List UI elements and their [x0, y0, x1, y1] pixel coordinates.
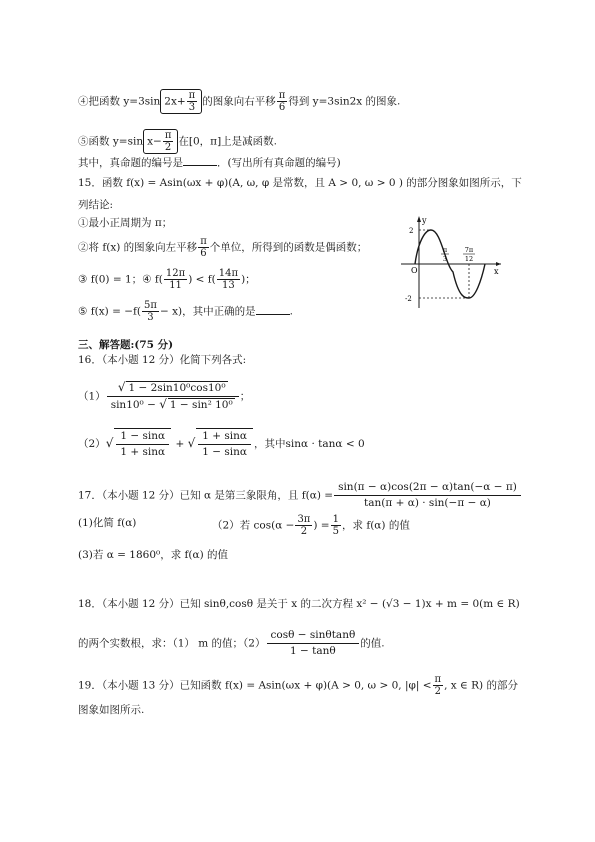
q19-stem-tail: , x ∈ R) 的部分 [444, 679, 518, 692]
frac-den: 1 − sinα [202, 446, 248, 458]
origin-label: O [411, 266, 418, 275]
q15-option-3-4 [78, 268, 256, 291]
radical-sign: √ [159, 397, 167, 411]
statement-4-lead: ④把函数 y=3sin [78, 95, 161, 108]
frac-den: 3 [147, 312, 154, 323]
frac-den [107, 397, 239, 413]
q16-part-2-fraction-b [196, 428, 253, 460]
frac-num: π [434, 674, 442, 685]
q17-fraction [334, 480, 521, 511]
q15-option-2-lead: ②将 f(x) 的图象向左平移 [78, 241, 198, 254]
tick-b-num: 7π [464, 246, 474, 254]
q15-option-5-mid: − x)，其中正确的是 [159, 305, 256, 318]
q16-stem: 16．（本小题 12 分）化简下列各式: [78, 354, 247, 366]
tick-b-den: 12 [464, 255, 474, 263]
statement-4-mid: 的图象向右平移 [202, 95, 276, 108]
radical-sign: √ [105, 436, 114, 450]
frac-num: π [188, 90, 196, 101]
answer-blank[interactable] [183, 155, 217, 166]
q16-part-2-tail: ，其中sinα · tanα < 0 [254, 438, 365, 450]
q18-parts-lead: 的两个实数根，求：（1） m 的值；（2） [78, 637, 266, 650]
frac-num: sin(π − α)cos(2π − α)tan(−α − π) [334, 480, 521, 496]
frac-num: π [200, 236, 207, 247]
statement-5 [78, 129, 277, 154]
q15-stem-cont: 列结论: [78, 199, 114, 211]
sine-graph [395, 212, 507, 312]
frac-den: 6 [278, 102, 286, 113]
fraction-5pi-3 [142, 300, 159, 323]
frac-den: 11 [169, 280, 182, 291]
q15-option-4-tail: )； [241, 273, 256, 286]
q17-part-2-lead: （2）若 cos(α − [212, 519, 295, 532]
plus-sign: + [175, 438, 185, 450]
q17-stem [78, 480, 522, 511]
statement-4 [78, 89, 400, 114]
fraction-1-5 [331, 514, 341, 537]
q17-part-2 [212, 514, 410, 537]
min-label: -2 [405, 295, 412, 303]
frac-num [107, 380, 239, 397]
q15-option-3-lead: ③ f(0) = 1；④ f( [78, 273, 163, 286]
q17-part-3: (3)若 α = 1860⁰，求 f(α) 的值 [78, 549, 229, 561]
q15-option-2 [78, 236, 367, 259]
q18-fraction [267, 628, 360, 659]
section-heading: 三、解答题:(75 分) [78, 339, 174, 351]
q15-option-1: ①最小正周期为 π； [78, 217, 173, 229]
q18-parts-tail: 的值. [360, 637, 385, 650]
q14-answer-note: ．(写出所有真命题的编号) [217, 157, 341, 169]
frac-num: 14π [218, 268, 239, 279]
frac-num: 1 [332, 514, 339, 525]
q17-stem-lead: 17．（本小题 12 分）已知 α 是第三象限角，且 f(α) = [78, 489, 334, 502]
q18-parts [78, 628, 385, 659]
frac-den: 2 [164, 142, 172, 153]
statement-4-inner: 2x+ [164, 95, 186, 108]
frac-den: 1 − tanθ [290, 645, 336, 657]
q14-answer-line [78, 155, 341, 170]
q16-part-1-end: ； [239, 390, 251, 403]
x-axis-label: x [494, 267, 499, 276]
y-axis-label: y [422, 216, 427, 225]
pi-over-6 [277, 90, 288, 113]
statement-5-argument [143, 129, 178, 154]
frac-den: 6 [200, 248, 207, 259]
q15-option-4-mid: ) < f( [188, 273, 216, 286]
statement-5-tail: 在[0，π]上是减函数. [178, 135, 278, 148]
q19-stem-lead: 19．（本小题 13 分）已知函数 f(x) = Asin(ωx + φ)(A > 0, ω > 0, |φ| < [78, 679, 432, 692]
q15-option-5-tail: . [289, 305, 293, 318]
radicand: 1 − sin² 10⁰ [169, 399, 233, 411]
statement-5-lead: ⑤函数 y=sin [78, 135, 144, 148]
q14-answer-lead: 其中，真命题的编号是 [78, 157, 183, 169]
fraction-3pi-2 [295, 514, 312, 537]
q17-part-2-tail: ，求 f(α) 的值 [341, 519, 410, 532]
frac-den: 1 + sinα [120, 446, 166, 458]
frac-num: 5π [144, 300, 157, 311]
fraction-12pi-11 [164, 268, 187, 291]
frac-den: 13 [222, 280, 235, 291]
q17-part-2-mid: ) = [313, 519, 330, 532]
frac-den: 2 [300, 526, 308, 537]
q16-part-1-label: （1） [78, 390, 106, 403]
radicand: 1 − 2sin10⁰cos10⁰ [128, 382, 226, 394]
den-part-a: sin10⁰ − [110, 399, 156, 411]
pi-over-3 [187, 90, 198, 113]
q15-option-5-lead: ⑤ f(x) = −f( [78, 305, 142, 318]
q16-part-1-fraction [107, 380, 239, 413]
frac-num: 3π [297, 514, 311, 525]
tick-a-num: π [442, 246, 448, 254]
frac-num: 1 − sinα [116, 429, 169, 445]
frac-num: 1 + sinα [198, 429, 251, 445]
statement-5-inner: x− [147, 135, 162, 148]
pi-over-2 [163, 130, 174, 153]
q19-stem-cont: 图象如图所示. [78, 704, 145, 716]
tick-a-den: 3 [442, 255, 448, 263]
q19-stem [78, 674, 518, 697]
q15-option-2-tail: 个单位，所得到的函数是偶函数； [209, 241, 368, 254]
answer-blank[interactable] [256, 304, 290, 315]
q16-part-2 [78, 428, 365, 460]
statement-4-tail: 得到 y=3sin2x 的图象. [288, 95, 401, 108]
statement-4-argument [160, 89, 202, 114]
q16-part-1 [78, 380, 250, 413]
frac-den: 5 [332, 526, 339, 537]
q16-part-2-label: （2） [78, 438, 106, 450]
q17-part-1: (1)化简 f(α) [78, 517, 137, 529]
max-label: 2 [409, 227, 414, 235]
radical-sign: √ [117, 380, 126, 394]
frac-num: π [278, 90, 286, 101]
q16-part-2-fraction-a [114, 428, 171, 460]
frac-den: tan(π + α) · sin(−π − α) [364, 497, 491, 509]
frac-den: 3 [188, 102, 196, 113]
radical-sign: √ [187, 436, 196, 450]
q15-option-5 [78, 300, 293, 323]
q18-stem: 18．（本小题 12 分）已知 sinθ,cosθ 是关于 x 的二次方程 x² − (√3 − 1)x + m = 0(m ∈ R) [78, 598, 520, 610]
frac-den: 2 [434, 686, 441, 697]
pi-over-2 [433, 674, 444, 697]
pi-over-6 [198, 236, 209, 259]
frac-num: 12π [165, 268, 186, 279]
frac-num: cosθ − sinθtanθ [267, 628, 360, 644]
q15-stem: 15．函数 f(x) = Asin(ωx + φ)(A, ω, φ 是常数，且 A > 0, ω > 0 ) 的部分图象如图所示，下 [78, 177, 522, 189]
fraction-14pi-13 [217, 268, 240, 291]
frac-num: π [164, 130, 172, 141]
